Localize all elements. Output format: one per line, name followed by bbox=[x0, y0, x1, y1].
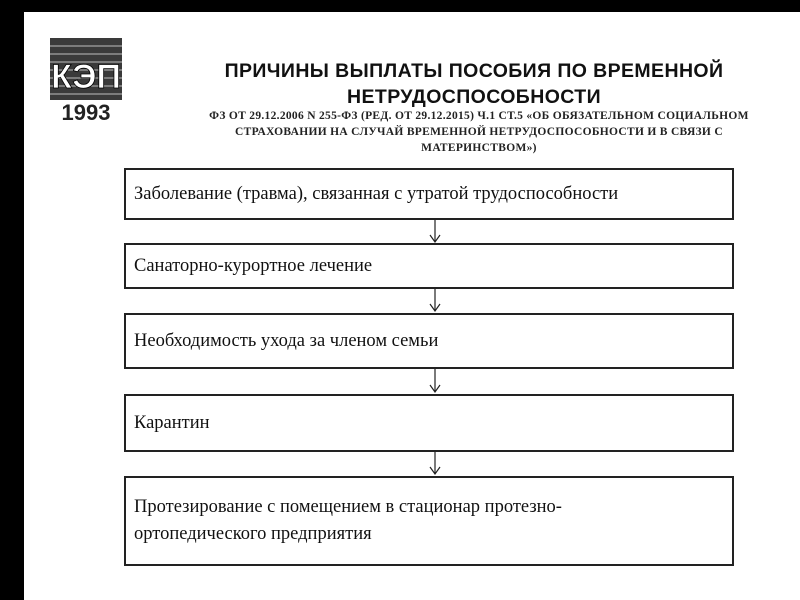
reference-line-1: ФЗ ОТ 29.12.2006 N 255-ФЗ (РЕД. ОТ 29.12.2015) Ч.1 СТ.5 «ОБ ОБЯЗАТЕЛЬНОМ СОЦИАЛЬНОМ bbox=[209, 110, 749, 122]
step-label: Заболевание (травма), связанная с утратой трудоспособности bbox=[134, 183, 619, 204]
step-box-prosthetics bbox=[124, 476, 734, 566]
step-box-family-care bbox=[124, 313, 734, 369]
logo-year: 1993 bbox=[61, 100, 111, 122]
step-label: Санаторно-курортное лечение bbox=[134, 255, 373, 276]
step-label-line-2: ортопедического предприятия bbox=[134, 524, 372, 544]
down-arrow-icon bbox=[429, 220, 441, 244]
step-label: Карантин bbox=[134, 412, 210, 433]
down-arrow-icon bbox=[429, 369, 441, 394]
step-box-quarantine bbox=[124, 394, 734, 452]
logo-letters: КЭП bbox=[51, 58, 121, 96]
step-label-line-1: Протезирование с помещением в стационар протезно- bbox=[134, 497, 562, 517]
kep-logo bbox=[50, 38, 122, 122]
step-label: Необходимость ухода за членом семьи bbox=[134, 330, 439, 351]
reference-line-2: СТРАХОВАНИИ НА СЛУЧАЙ ВРЕМЕННОЙ НЕТРУДОСПОСОБНОСТИ И В СВЯЗИ С bbox=[235, 126, 723, 138]
legal-reference bbox=[169, 108, 789, 156]
step-label bbox=[134, 494, 562, 548]
down-arrow-icon bbox=[429, 452, 441, 476]
step-box-sanatorium bbox=[124, 243, 734, 289]
down-arrow-icon bbox=[429, 289, 441, 313]
title-line-1: ПРИЧИНЫ ВЫПЛАТЫ ПОСОБИЯ ПО ВРЕМЕННОЙ bbox=[224, 60, 724, 82]
step-box-illness bbox=[124, 168, 734, 220]
page-title bbox=[174, 58, 774, 110]
reference-line-3: МАТЕРИНСТВОМ») bbox=[421, 142, 537, 154]
slide bbox=[24, 12, 800, 600]
title-line-2: НЕТРУДОСПОСОБНОСТИ bbox=[347, 86, 601, 108]
